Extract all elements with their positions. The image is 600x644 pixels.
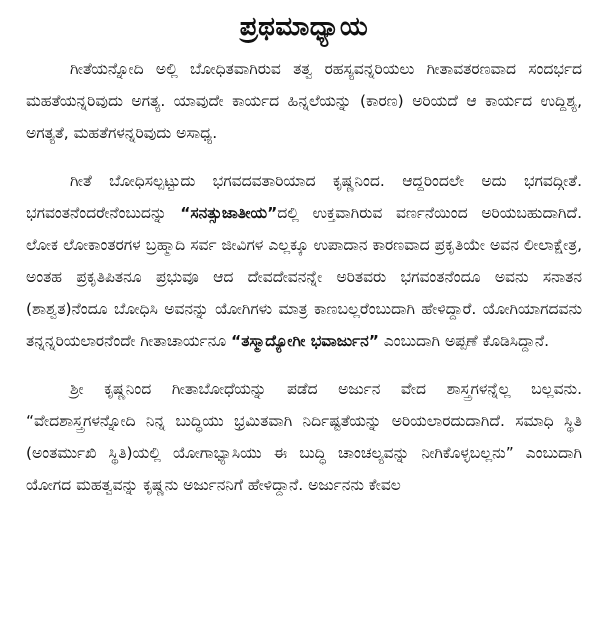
paragraph-text: ಶ್ರೀ ಕೃಷ್ಣನಿಂದ ಗೀತಾಬೋಧೆಯನ್ನು ಪಡೆದ ಅರ್ಜುನ ವೇದ ಶಾಸ್ತ್ರಗಳನ್ನೆಲ್ಲ ಬಲ್ಲವನು. “ವೇದಶಾಸ್ತ್ರಗಳನ್ನೋದಿ ನಿನ್ನ ಬುದ್ಧಿಯು ಭ್ರಮಿತವಾಗಿ ನಿರ್ದಿಷ್ಟತೆಯನ್ನು ಅರಿಯಲಾರದುದಾಗಿದೆ. ಸಮಾಧಿ ಸ್ಥಿತಿ (ಅಂತರ್ಮುಖಿ ಸ್ಥಿತಿ)ಯಲ್ಲಿ ಯೋಗಾಭ್ಯಾಸಿಯು ಈ ಬುದ್ಧಿ ಚಾಂಚಲ್ಯವನ್ನು ನೀಗಿಕೊಳ್ಳಬಲ್ಲನು” ಎಂಬುದಾಗಿ ಯೋಗದ ಮಹತ್ವವನ್ನು ಕೃಷ್ಣನು ಅರ್ಜುನನಿಗೆ ಹೇಳಿದ್ದಾನೆ. ಅರ್ಜುನನು ಕೇವಲ: [26, 380, 582, 494]
paragraph-text: ಗೀತೆ ಬೋಧಿಸಲ್ಪಟ್ಟುದು ಭಗವದವತಾರಿಯಾದ ಕೃಷ್ಣನಿಂದ. ಆದ್ದರಿಂದಲೇ ಅದು ಭಗವದ್ಗೀತೆ. ಭಗವಂತನೆಂದರೇನೆಂಬುದನ್ನು: [26, 172, 582, 222]
paragraph-text: ದಲ್ಲಿ ಉಕ್ತವಾಗಿರುವ ವರ್ಣನೆಯಿಂದ ಅರಿಯಬಹುದಾಗಿದೆ. ಲೋಕ ಲೋಕಾಂತರಗಳ ಬ್ರಹ್ಮಾದಿ ಸರ್ವ ಜೀವಿಗಳ ಎಲ್ಲಕ್ಕೂ ಉಪಾದಾನ ಕಾರಣವಾದ ಪ್ರಕೃತಿಯೇ ಅವನ ಲೀಲಾಕ್ಷೇತ್ರ, ಅಂತಹ ಪ್ರಕೃತಿಪಿತನೂ ಪ್ರಭುವೂ ಆದ ದೇವದೇವನನ್ನೇ ಅರಿತವರು ಭಗವಂತನೆಂದೂ ಅವನು ಸನಾತನ (ಶಾಶ್ವತ)ನೆಂದೂ ಬೋಧಿಸಿ ಅವನನ್ನು ಯೋಗಿಗಳು ಮಾತ್ರ ಕಾಣಬಲ್ಲರೆಂಬುದಾಗಿ ಹೇಳಿದ್ದಾರೆ. ಯೋಗಿಯಾಗದವನು ತನ್ನನ್ನರಿಯಲಾರನೆಂದೇ ಗೀತಾಚಾರ್ಯನೂ: [26, 204, 583, 350]
paragraph-3: [26, 373, 582, 501]
quoted-title-sanatsujatiya: “ಸನತ್ಸುಜಾತೀಯ”: [180, 204, 278, 222]
paragraph-2: [26, 165, 582, 357]
paragraph-1: [26, 53, 582, 149]
paragraph-text: ಗೀತೆಯನ್ನೋದಿ ಅಲ್ಲಿ ಬೋಧಿತವಾಗಿರುವ ತತ್ವ ರಹಸ್ಯವನ್ನರಿಯಲು ಗೀತಾವತರಣವಾದ ಸಂದರ್ಭದ ಮಹತೆಯನ್ನರಿವುದು ಅಗತ್ಯ. ಯಾವುದೇ ಕಾರ್ಯದ ಹಿನ್ನಲೆಯನ್ನು (ಕಾರಣ) ಅರಿಯದೆ ಆ ಕಾರ್ಯದ ಉದ್ದಿಶ್ಯ, ಅಗತ್ಯತೆ, ಮಹತೆಗಳನ್ನರಿವುದು ಅಸಾಧ್ಯ.: [26, 60, 582, 142]
chapter-title: ಪ್ರಥಮಾಧ್ಯಾಯ: [239, 12, 369, 42]
paragraph-text: ಎಂಬುದಾಗಿ ಅಪ್ಪಣೆ ಕೊಡಿಸಿದ್ದಾನೆ.: [378, 332, 550, 350]
quoted-verse-tasmadyogi: “ತಸ್ಮಾದ್ಯೋಗೀ ಭವಾರ್ಜುನ”: [231, 332, 379, 350]
